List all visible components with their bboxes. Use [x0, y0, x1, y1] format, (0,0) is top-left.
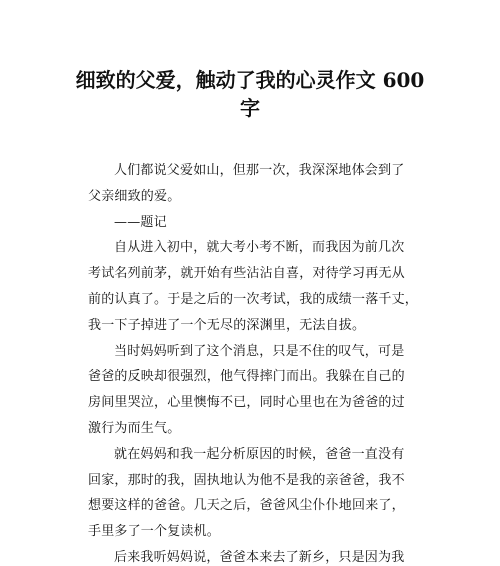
- text-line: 房间里哭泣，心里懊悔不已，同时心里也在为爸爸的过: [88, 395, 405, 411]
- paragraph: [88, 235, 424, 338]
- paragraph: [88, 545, 424, 566]
- text-line: 后来我听妈妈说，爸爸本来去了新乡，只是因为我: [114, 549, 405, 565]
- text-line: 前的认真了。于是之后的一次考试，我的成绩一落千丈，: [88, 291, 419, 307]
- paragraph-epigraph: [88, 210, 424, 236]
- paragraph: [88, 339, 424, 442]
- text-line: 自从进入初中，就大考小考不断，而我因为前几次: [114, 240, 405, 256]
- text-line: 父亲细致的爱。: [88, 188, 181, 204]
- text-line: 当时妈妈听到了这个消息，只是不住的叹气，可是: [114, 343, 405, 359]
- text-line: ——题记: [114, 214, 167, 230]
- title-line: 细致的父爱，触动了我的心灵作文 600: [75, 68, 425, 92]
- article-body: [88, 158, 424, 566]
- title-line: 字: [240, 96, 260, 120]
- page-title: [60, 66, 440, 122]
- text-line: 回家，那时的我，固执地认为他不是我的亲爸爸，我不: [88, 472, 405, 488]
- text-line: 就在妈妈和我一起分析原因的时候，爸爸一直没有: [114, 446, 405, 462]
- text-line: 爸爸的反映却很强烈，他气得摔门而出。我躲在自己的: [88, 369, 405, 385]
- paragraph-intro: [88, 158, 424, 210]
- paragraph: [88, 442, 424, 545]
- text-line: 手里多了一个复读机。: [88, 524, 221, 540]
- text-line: 我一下子掉进了一个无尽的深渊里，无法自拔。: [88, 317, 366, 333]
- text-line: 考试名列前茅，就开始有些沾沾自喜，对待学习再无从: [88, 266, 405, 282]
- text-line: 人们都说父爱如山，但那一次，我深深地体会到了: [114, 163, 405, 178]
- text-line: 激行为而生气。: [88, 420, 181, 436]
- text-line: 想要这样的爸爸。几天之后，爸爸风尘仆仆地回来了，: [88, 498, 405, 514]
